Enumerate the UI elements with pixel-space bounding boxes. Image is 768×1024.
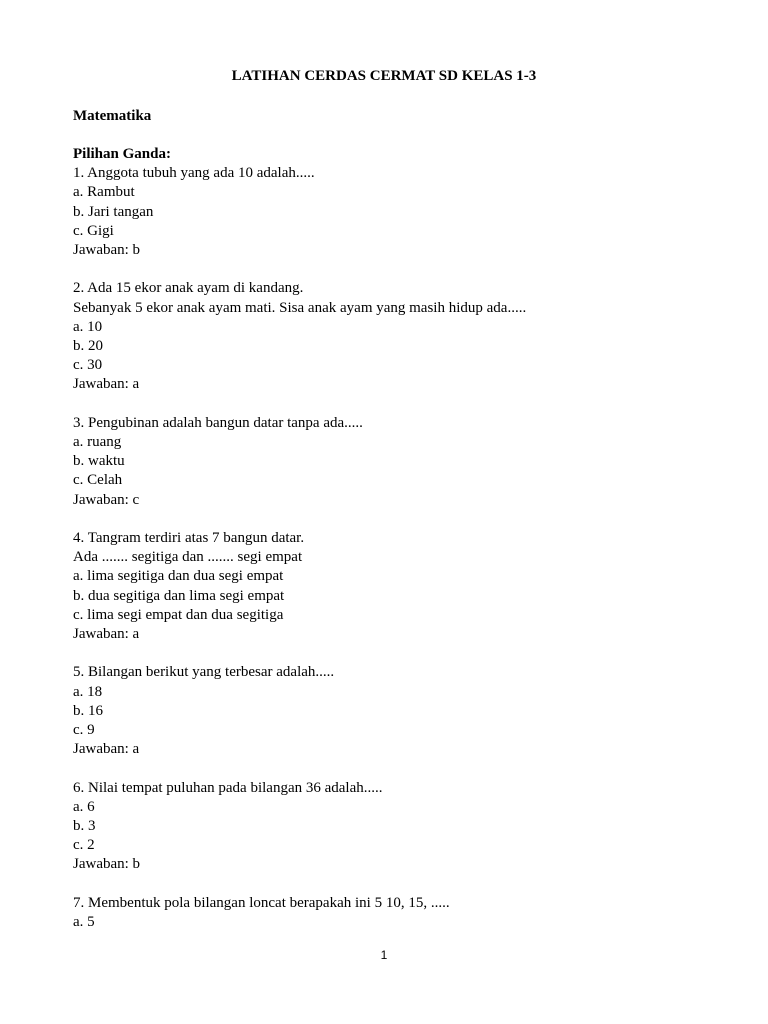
question-item	[73, 663, 713, 759]
question-text: 2. Ada 15 ekor anak ayam di kandang.	[73, 280, 304, 297]
answer-key: Jawaban: b	[73, 856, 141, 873]
answer-option: a. 5	[73, 914, 95, 931]
page-number: 1	[380, 948, 388, 962]
question-text: 5. Bilangan berikut yang terbesar adalah.....	[73, 664, 335, 681]
answer-key: Jawaban: a	[73, 741, 140, 758]
question-item	[73, 414, 713, 510]
question-text: 1. Anggota tubuh yang ada 10 adalah.....	[73, 165, 315, 182]
answer-key: Jawaban: a	[73, 376, 140, 393]
answer-option: a. 6	[73, 798, 95, 815]
answer-option: c. Gigi	[73, 222, 114, 239]
answer-option: a. ruang	[73, 434, 122, 451]
answer-option: b. dua segitiga dan lima segi empat	[73, 587, 285, 604]
question-item	[73, 529, 713, 644]
question-text: Sebanyak 5 ekor anak ayam mati. Sisa anak ayam yang masih hidup ada.....	[73, 299, 527, 316]
answer-option: c. 9	[73, 722, 95, 739]
answer-option: a. 18	[73, 683, 103, 700]
answer-option: b. 3	[73, 818, 96, 835]
answer-option: a. 10	[73, 318, 103, 335]
answer-option: b. 20	[73, 338, 103, 355]
question-text: 6. Nilai tempat puluhan pada bilangan 36 adalah.....	[73, 779, 383, 796]
answer-option: b. waktu	[73, 453, 125, 470]
answer-key: Jawaban: b	[73, 242, 141, 259]
answer-option: c. Celah	[73, 472, 123, 489]
question-item	[73, 779, 713, 875]
document-title: LATIHAN CERDAS CERMAT SD KELAS 1-3	[231, 68, 537, 84]
question-item	[73, 279, 713, 394]
question-item	[73, 894, 713, 932]
question-list	[73, 145, 713, 951]
question-text: Ada ....... segitiga dan ....... segi empat	[73, 549, 303, 566]
answer-option: b. Jari tangan	[73, 203, 154, 220]
question-text: 4. Tangram terdiri atas 7 bangun datar.	[73, 530, 305, 547]
question-text: 3. Pengubinan adalah bangun datar tanpa ada.....	[73, 414, 363, 431]
answer-option: c. 2	[73, 837, 95, 854]
answer-option: c. 30	[73, 357, 103, 374]
answer-option: b. 16	[73, 702, 103, 719]
answer-key: Jawaban: c	[73, 491, 140, 508]
subject-heading: Matematika	[73, 108, 152, 124]
section-label: Pilihan Ganda:	[73, 146, 171, 162]
answer-option: c. lima segi empat dan dua segitiga	[73, 606, 284, 623]
answer-option: a. Rambut	[73, 184, 135, 201]
answer-key: Jawaban: a	[73, 626, 140, 643]
answer-option: a. lima segitiga dan dua segi empat	[73, 568, 284, 585]
question-text: 7. Membentuk pola bilangan loncat berapakah ini 5 10, 15, .....	[73, 894, 450, 911]
question-item	[73, 164, 713, 260]
